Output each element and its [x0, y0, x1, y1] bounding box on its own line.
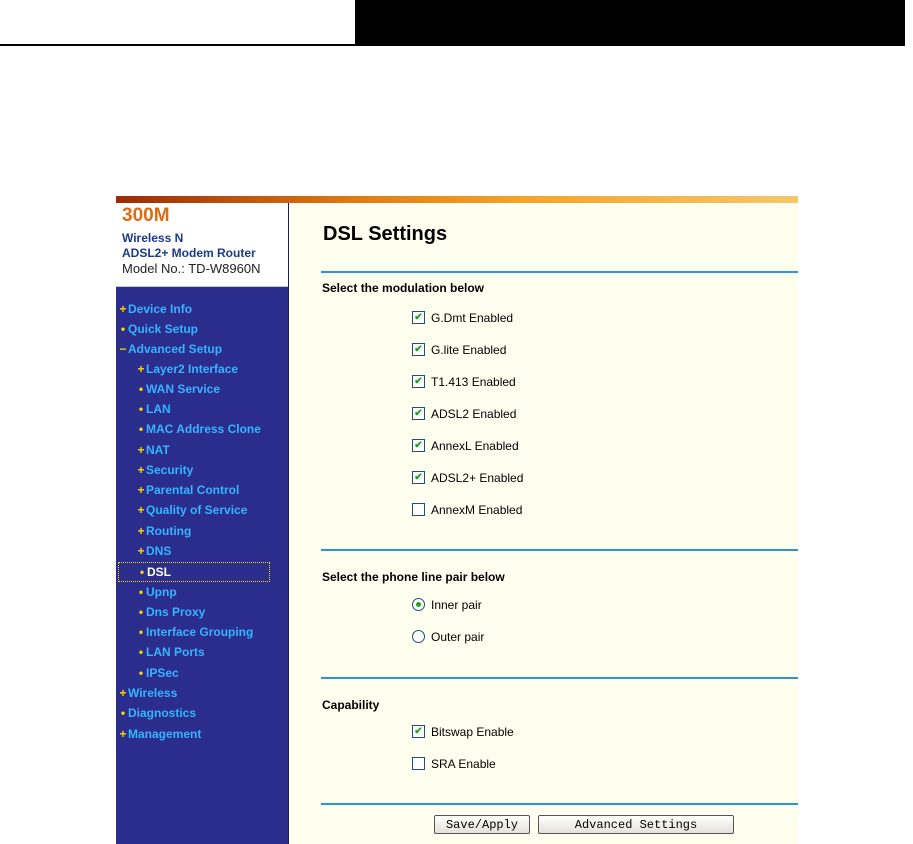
- nav-lan-ports[interactable]: [137, 643, 205, 661]
- option-label: AnnexM Enabled: [431, 503, 523, 517]
- top-gradient-strip: [116, 196, 798, 203]
- expand-icon: +: [137, 503, 145, 517]
- bullet-icon: •: [138, 422, 144, 436]
- nav-label: Dns Proxy: [146, 605, 206, 619]
- radio-outer-pair[interactable]: [412, 630, 425, 643]
- bullet-icon: •: [138, 605, 144, 619]
- brand-product: ADSL2+ Modem Router: [122, 246, 256, 260]
- option-label: Bitswap Enable: [431, 725, 514, 739]
- nav-label: Routing: [146, 524, 192, 538]
- option-inner-pair[interactable]: [412, 597, 482, 613]
- page-title: DSL Settings: [323, 223, 448, 245]
- option-label: SRA Enable: [431, 757, 496, 771]
- expand-icon: +: [137, 544, 145, 558]
- document-header-rule: [0, 44, 905, 46]
- brand-panel: [116, 203, 288, 287]
- nav-label: Advanced Setup: [128, 342, 223, 356]
- main-content: [289, 203, 798, 844]
- nav-interface-grouping[interactable]: [137, 623, 253, 641]
- nav-label: DNS: [146, 544, 172, 558]
- option-adsl2[interactable]: [412, 406, 516, 422]
- radio-inner-pair[interactable]: [412, 598, 425, 611]
- expand-icon: +: [137, 443, 145, 457]
- expand-icon: +: [137, 362, 145, 376]
- bullet-icon: •: [138, 402, 144, 416]
- collapse-icon: −: [119, 342, 127, 356]
- checkbox-adsl2[interactable]: ✔: [412, 407, 425, 420]
- phone-pair-heading: Select the phone line pair below: [322, 570, 505, 584]
- nav-mac-address-clone[interactable]: [137, 420, 261, 438]
- expand-icon: +: [119, 302, 127, 316]
- nav-label: WAN Service: [146, 382, 221, 396]
- checkbox-annexl[interactable]: ✔: [412, 439, 425, 452]
- option-bitswap[interactable]: [412, 724, 514, 740]
- nav-label: Quality of Service: [146, 503, 248, 517]
- nav-label: Device Info: [128, 302, 193, 316]
- router-web-ui: [116, 196, 798, 844]
- nav-label: Quick Setup: [128, 322, 199, 336]
- option-label: AnnexL Enabled: [431, 439, 519, 453]
- option-label: T1.413 Enabled: [431, 375, 516, 389]
- radio-selected-dot: [416, 602, 421, 607]
- nav-label: Interface Grouping: [146, 625, 254, 639]
- expand-icon: +: [119, 727, 127, 741]
- option-label: G.Dmt Enabled: [431, 311, 514, 325]
- nav-label: NAT: [146, 443, 170, 457]
- nav-lan[interactable]: [137, 400, 171, 418]
- nav-management[interactable]: [119, 725, 201, 743]
- bullet-icon: •: [138, 585, 144, 599]
- section-divider: [321, 549, 798, 551]
- checkbox-annexm[interactable]: [412, 503, 425, 516]
- bullet-icon: •: [138, 625, 144, 639]
- nav-label: Diagnostics: [128, 706, 197, 720]
- option-label: ADSL2 Enabled: [431, 407, 517, 421]
- checkbox-t1413[interactable]: ✔: [412, 375, 425, 388]
- nav-quick-setup[interactable]: [119, 320, 198, 338]
- expand-icon: +: [119, 686, 127, 700]
- option-annexl[interactable]: [412, 438, 519, 454]
- expand-icon: +: [137, 483, 145, 497]
- sidebar: [116, 203, 289, 844]
- capability-heading: Capability: [322, 698, 380, 712]
- option-t1413[interactable]: [412, 374, 516, 390]
- nav-advanced-setup[interactable]: [119, 340, 222, 358]
- bullet-icon: •: [120, 706, 126, 720]
- checkbox-adsl2plus[interactable]: ✔: [412, 471, 425, 484]
- checkbox-sra[interactable]: [412, 757, 425, 770]
- bullet-icon: •: [138, 666, 144, 680]
- bullet-icon: •: [138, 382, 144, 396]
- nav-label: Layer2 Interface: [146, 362, 239, 376]
- nav-label: Security: [146, 463, 194, 477]
- option-sra[interactable]: [412, 756, 496, 772]
- modulation-heading: Select the modulation below: [322, 281, 485, 295]
- brand-wireless: Wireless N: [122, 231, 184, 245]
- advanced-settings-button[interactable]: Advanced Settings: [538, 815, 734, 834]
- option-label: ADSL2+ Enabled: [431, 471, 524, 485]
- save-apply-button[interactable]: Save/Apply: [434, 815, 530, 834]
- option-annexm[interactable]: [412, 502, 522, 518]
- checkbox-bitswap[interactable]: ✔: [412, 725, 425, 738]
- section-divider: [321, 677, 798, 679]
- expand-icon: +: [137, 524, 145, 538]
- nav-label: LAN: [146, 402, 171, 416]
- nav-label: DSL: [147, 565, 171, 579]
- option-glite[interactable]: [412, 342, 506, 358]
- nav-parental-control[interactable]: [137, 481, 239, 499]
- nav-nat[interactable]: [137, 441, 170, 459]
- nav-label: MAC Address Clone: [146, 422, 261, 436]
- nav-wireless[interactable]: [119, 684, 177, 702]
- nav-label: IPSec: [146, 666, 179, 680]
- nav-dns-proxy[interactable]: [137, 603, 205, 621]
- option-outer-pair[interactable]: [412, 629, 484, 645]
- expand-icon: +: [137, 463, 145, 477]
- nav-label: Wireless: [128, 686, 178, 700]
- nav-quality-of-service[interactable]: [137, 501, 247, 519]
- section-divider: [321, 803, 798, 805]
- nav-label: Parental Control: [146, 483, 240, 497]
- brand-model: Model No.: TD-W8960N: [122, 261, 261, 276]
- nav-ipsec[interactable]: [137, 664, 179, 682]
- option-adsl2plus[interactable]: [412, 470, 523, 486]
- nav-layer2-interface[interactable]: [137, 360, 238, 378]
- nav-security[interactable]: [137, 461, 193, 479]
- nav-diagnostics[interactable]: [119, 704, 196, 722]
- option-gdmt[interactable]: [412, 310, 513, 326]
- brand-speed: 300M: [122, 205, 170, 226]
- nav-upnp[interactable]: [137, 583, 177, 601]
- nav-dns[interactable]: [137, 542, 171, 560]
- bullet-icon: •: [138, 645, 144, 659]
- nav-wan-service[interactable]: [137, 380, 220, 398]
- section-divider: [321, 271, 798, 273]
- option-label: G.lite Enabled: [431, 343, 507, 357]
- nav-label: Upnp: [146, 585, 177, 599]
- bullet-icon: •: [120, 322, 126, 336]
- document-header-bar: [355, 0, 905, 44]
- checkbox-gdmt[interactable]: ✔: [412, 311, 425, 324]
- option-label: Inner pair: [431, 598, 482, 612]
- bullet-icon: •: [139, 565, 145, 579]
- option-label: Outer pair: [431, 630, 485, 644]
- nav-label: Management: [128, 727, 202, 741]
- nav-label: LAN Ports: [146, 645, 205, 659]
- nav-routing[interactable]: [137, 522, 191, 540]
- checkbox-glite[interactable]: ✔: [412, 343, 425, 356]
- nav-dsl[interactable]: [118, 562, 270, 582]
- nav-device-info[interactable]: [119, 300, 192, 318]
